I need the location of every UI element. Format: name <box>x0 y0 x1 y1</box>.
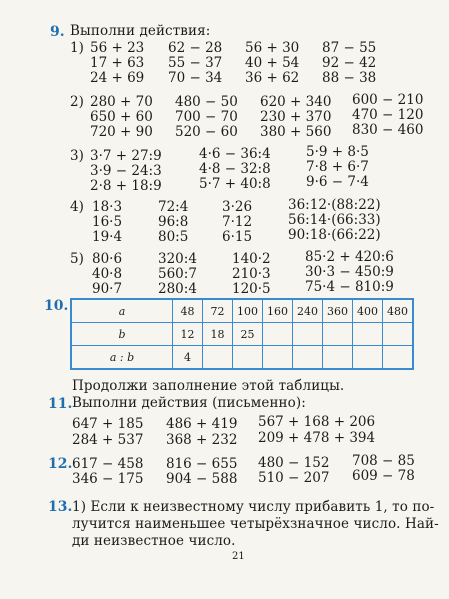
expression: 16·5 <box>92 214 123 230</box>
page-number: 21 <box>232 551 245 562</box>
expression: 4·6 − 36:4 <box>199 146 271 162</box>
table-cell: 360 <box>323 299 353 323</box>
table-cell: 25 <box>233 323 263 346</box>
table-cell <box>263 346 293 370</box>
table-cell <box>323 346 353 370</box>
table-cell <box>263 323 293 346</box>
exercise-9-title: Выполни действия: <box>70 23 211 39</box>
expression: 92 − 42 <box>322 55 377 71</box>
table-cell <box>383 323 414 346</box>
expression: 56 + 30 <box>245 40 300 56</box>
expression: 18·3 <box>92 199 123 215</box>
expression: 36:12·(88:22) <box>288 197 381 213</box>
expression: 9·6 − 7·4 <box>306 174 369 190</box>
expression: 55 − 37 <box>168 55 223 71</box>
exercise-9-number: 9. <box>50 24 65 40</box>
table-cell <box>353 323 383 346</box>
expression: 2·8 + 18:9 <box>90 178 162 194</box>
expression: 708 − 85 <box>352 453 415 469</box>
expression: 560:7 <box>158 266 197 282</box>
table-cell <box>293 346 323 370</box>
expression: 830 − 460 <box>352 122 424 138</box>
expression: 36 + 62 <box>245 70 300 86</box>
exercise-13-line: лучится наименьшее четырёхзначное число. Най- <box>72 516 439 532</box>
expression: 70 − 34 <box>168 70 223 86</box>
expression: 520 − 60 <box>175 124 238 140</box>
expression: 3·9 − 24:3 <box>90 163 162 179</box>
expression: 346 − 175 <box>72 471 144 487</box>
table-header-cell: a : b <box>71 346 173 370</box>
table-cell: 72 <box>203 299 233 323</box>
exercise-10-caption: Продолжи заполнение этой таблицы. <box>72 378 345 394</box>
exercise-11-title: Выполни действия (письменно): <box>72 395 306 411</box>
expression: 40·8 <box>92 266 123 282</box>
expression: 96:8 <box>158 214 189 230</box>
table-cell: 160 <box>263 299 293 323</box>
part-2-label: 2) <box>70 94 84 110</box>
table-cell <box>233 346 263 370</box>
expression: 510 − 207 <box>258 470 330 486</box>
table-cell: 480 <box>383 299 414 323</box>
expression: 904 − 588 <box>166 471 238 487</box>
expression: 380 + 560 <box>260 124 332 140</box>
expression: 567 + 168 + 206 <box>258 414 376 430</box>
expression: 650 + 60 <box>90 109 153 125</box>
table-cell: 18 <box>203 323 233 346</box>
table-header-cell: b <box>71 323 173 346</box>
expression: 368 + 232 <box>166 432 238 448</box>
table-cell: 12 <box>173 323 203 346</box>
table-cell: 240 <box>293 299 323 323</box>
exercise-11-number: 11. <box>48 396 73 412</box>
table-cell <box>293 323 323 346</box>
expression: 6·15 <box>222 229 253 245</box>
expression: 209 + 478 + 394 <box>258 430 376 446</box>
table-cell: 4 <box>173 346 203 370</box>
part-1-label: 1) <box>70 40 84 56</box>
expression: 24 + 69 <box>90 70 145 86</box>
expression: 85·2 + 420:6 <box>305 249 394 265</box>
exercise-10-table <box>70 298 414 370</box>
table-cell <box>203 346 233 370</box>
expression: 480 − 50 <box>175 94 238 110</box>
expression: 140·2 <box>232 251 271 267</box>
expression: 4·8 − 32:8 <box>199 161 271 177</box>
expression: 7·12 <box>222 214 253 230</box>
expression: 120·5 <box>232 281 271 297</box>
table-cell <box>383 346 414 370</box>
expression: 62 − 28 <box>168 40 223 56</box>
table-cell <box>353 346 383 370</box>
expression: 30·3 − 450:9 <box>305 264 394 280</box>
exercise-13-line: ди неизвестное число. <box>72 533 236 549</box>
exercise-12-number: 12. <box>48 456 73 472</box>
expression: 5·7 + 40:8 <box>199 176 271 192</box>
expression: 609 − 78 <box>352 468 415 484</box>
expression: 90:18·(66:22) <box>288 227 381 243</box>
expression: 3·7 + 27:9 <box>90 148 162 164</box>
expression: 486 + 419 <box>166 416 238 432</box>
expression: 210·3 <box>232 266 271 282</box>
expression: 600 − 210 <box>352 92 424 108</box>
expression: 90·7 <box>92 281 123 297</box>
expression: 280:4 <box>158 281 197 297</box>
expression: 280 + 70 <box>90 94 153 110</box>
expression: 56:14·(66:33) <box>288 212 381 228</box>
part-5-label: 5) <box>70 251 84 267</box>
expression: 72:4 <box>158 199 189 215</box>
expression: 56 + 23 <box>90 40 145 56</box>
expression: 620 + 340 <box>260 94 332 110</box>
part-3-label: 3) <box>70 148 84 164</box>
expression: 470 − 120 <box>352 107 424 123</box>
table-row <box>71 299 413 323</box>
table-row <box>71 346 413 370</box>
table-cell: 48 <box>173 299 203 323</box>
exercise-13-number: 13. <box>48 499 73 515</box>
expression: 480 − 152 <box>258 455 330 471</box>
expression: 816 − 655 <box>166 456 238 472</box>
expression: 87 − 55 <box>322 40 377 56</box>
expression: 5·9 + 8·5 <box>306 144 369 160</box>
table-cell: 100 <box>233 299 263 323</box>
expression: 700 − 70 <box>175 109 238 125</box>
expression: 284 + 537 <box>72 432 144 448</box>
expression: 75·4 − 810:9 <box>305 279 394 295</box>
expression: 88 − 38 <box>322 70 377 86</box>
table-cell: 400 <box>353 299 383 323</box>
exercise-13-line: 1) Если к неизвестному числу прибавить 1, то по- <box>72 499 435 515</box>
table-row <box>71 323 413 346</box>
table-header-cell: a <box>71 299 173 323</box>
expression: 720 + 90 <box>90 124 153 140</box>
expression: 320:4 <box>158 251 197 267</box>
part-4-label: 4) <box>70 199 84 215</box>
expression: 19·4 <box>92 229 123 245</box>
expression: 647 + 185 <box>72 416 144 432</box>
expression: 230 + 370 <box>260 109 332 125</box>
expression: 40 + 54 <box>245 55 300 71</box>
expression: 17 + 63 <box>90 55 145 71</box>
expression: 617 − 458 <box>72 456 144 472</box>
expression: 7·8 + 6·7 <box>306 159 369 175</box>
exercise-10-number: 10. <box>44 298 69 314</box>
expression: 80·6 <box>92 251 123 267</box>
table-cell <box>323 323 353 346</box>
expression: 3·26 <box>222 199 253 215</box>
expression: 80:5 <box>158 229 189 245</box>
